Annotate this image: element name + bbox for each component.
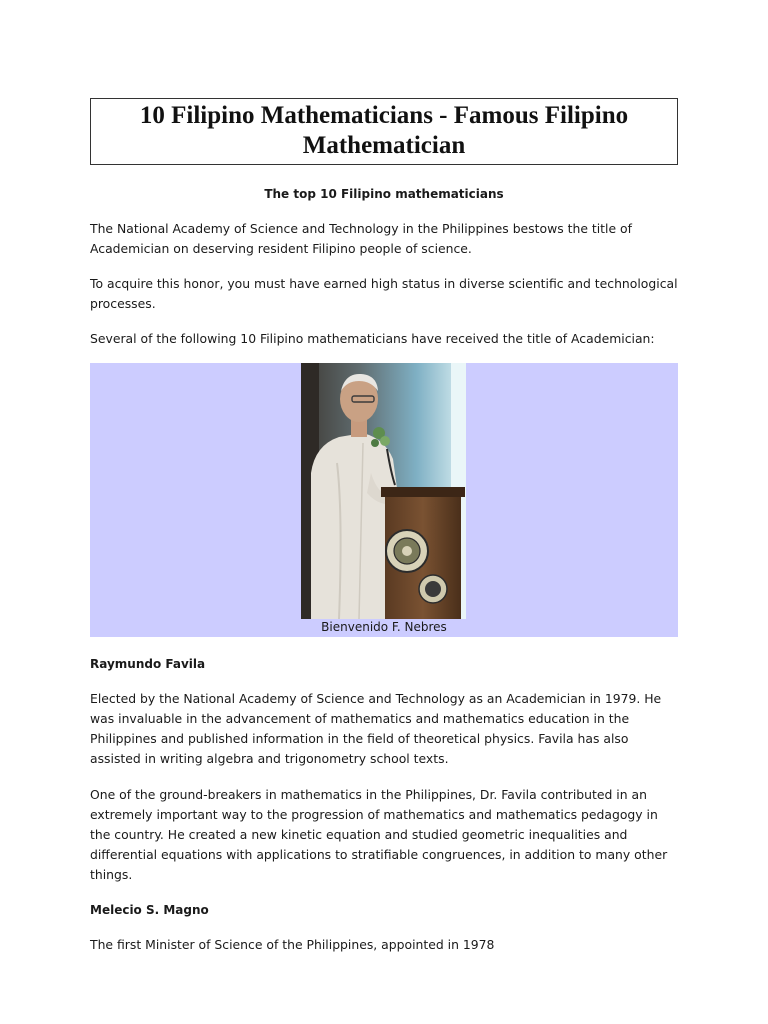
portrait-photo xyxy=(301,363,466,619)
section-heading-magno: Melecio S. Magno xyxy=(90,903,209,917)
subtitle: The top 10 Filipino mathematicians xyxy=(264,187,504,201)
intro-paragraph-3: Several of the following 10 Filipino mathematicians have received the title of Academician: xyxy=(90,331,655,346)
section-heading-favila: Raymundo Favila xyxy=(90,657,206,671)
photo-caption: Bienvenido F. Nebres xyxy=(321,620,447,634)
section-paragraph: The first Minister of Science of the Philippines, appointed in 1978 xyxy=(90,937,495,952)
page-title: 10 Filipino Mathematicians - Famous Filipino Mathematician xyxy=(139,102,629,159)
title-box xyxy=(90,98,678,165)
photo-figure xyxy=(90,363,678,637)
section-paragraph: One of the ground-breakers in mathematics in the Philippines, Dr. Favila contributed in an extremely important way to the progression of mathematics and mathematics pedagogy in the country. He created a new kinetic equation and studied geometric inequalities and differential equations with applications to stratifiable congruences, in addition to many other things. xyxy=(90,787,668,882)
intro-paragraph-2: To acquire this honor, you must have earned high status in diverse scientific and technological processes. xyxy=(90,276,678,311)
document-page xyxy=(90,98,678,955)
intro-paragraph-1: The National Academy of Science and Technology in the Philippines bestows the title of Academician on deserving resident Filipino people of science. xyxy=(90,221,632,256)
section-paragraph: Elected by the National Academy of Science and Technology as an Academician in 1979. He was invaluable in the advancement of mathematics and mathematics education in the Philippines and published information in the field of theoretical physics. Favila has also assisted in writing algebra and trigonometry school texts. xyxy=(90,691,662,766)
